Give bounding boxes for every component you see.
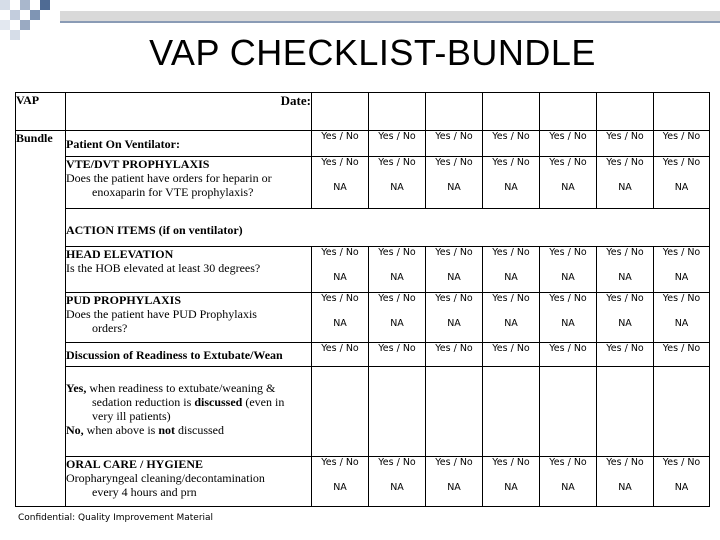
blank-cell: [654, 367, 710, 457]
vte-title: VTE/DVT PROPHYLAXIS: [66, 157, 210, 171]
extubate-explanation: [66, 367, 312, 457]
yes-no-na-cell[interactable]: [654, 157, 710, 209]
yes-no-option[interactable]: Yes / No: [321, 293, 359, 304]
yes-no-cell[interactable]: [426, 343, 483, 367]
yes-no-na-cell[interactable]: [597, 293, 654, 343]
yes-no-na-cell[interactable]: [369, 293, 426, 343]
oral-care-line: Oropharyngeal cleaning/decontamination: [66, 471, 265, 485]
yes-no-na-cell[interactable]: [483, 293, 540, 343]
extubate-label: Discussion of Readiness to Extubate/Wean: [66, 343, 312, 367]
yes-no-na-cell[interactable]: [597, 247, 654, 293]
yes-no-na-cell[interactable]: [483, 157, 540, 209]
date-cell[interactable]: [426, 93, 483, 131]
yes-no-option[interactable]: Yes / No: [435, 157, 473, 168]
yes-no-option[interactable]: Yes / No: [321, 131, 359, 142]
yes-no-option[interactable]: Yes / No: [549, 457, 587, 468]
yes-no-na-cell[interactable]: [312, 247, 369, 293]
na-option[interactable]: NA: [561, 318, 575, 329]
yes-no-cell[interactable]: [540, 131, 597, 157]
yes-no-option[interactable]: Yes / No: [378, 343, 416, 354]
vap-checklist-table: [15, 92, 710, 507]
yes-no-na-cell[interactable]: [597, 157, 654, 209]
yes-no-option[interactable]: Yes / No: [549, 293, 587, 304]
yes-no-option[interactable]: Yes / No: [435, 131, 473, 142]
pud-question: Does the patient have PUD Prophylaxis: [66, 307, 257, 321]
blank-cell: [426, 367, 483, 457]
na-option[interactable]: NA: [504, 272, 518, 283]
hob-row: [16, 247, 710, 293]
yes-no-na-cell[interactable]: [369, 247, 426, 293]
na-option[interactable]: NA: [504, 318, 518, 329]
date-cell[interactable]: [540, 93, 597, 131]
na-option[interactable]: NA: [447, 182, 461, 193]
na-option[interactable]: NA: [447, 482, 461, 493]
yes-explanation-cont: [66, 395, 311, 409]
date-row: [16, 93, 710, 131]
yes-no-option[interactable]: Yes / No: [492, 457, 530, 468]
yes-no-na-cell[interactable]: [654, 457, 710, 507]
na-option[interactable]: NA: [333, 482, 347, 493]
yes-no-option[interactable]: Yes / No: [492, 293, 530, 304]
yes-no-na-cell[interactable]: [654, 247, 710, 293]
yes-no-option[interactable]: Yes / No: [435, 293, 473, 304]
na-option[interactable]: NA: [674, 318, 689, 329]
na-option[interactable]: NA: [390, 318, 404, 329]
yes-no-option[interactable]: Yes / No: [549, 247, 587, 258]
yes-no-option[interactable]: Yes / No: [321, 343, 359, 354]
yes-no-na-cell[interactable]: [654, 293, 710, 343]
bundle-label: Bundle: [16, 131, 66, 507]
yes-no-cell[interactable]: [312, 343, 369, 367]
date-cell[interactable]: [597, 93, 654, 131]
yes-no-cell[interactable]: [654, 343, 710, 367]
yes-no-na-cell[interactable]: [483, 457, 540, 507]
extubate-row: [16, 343, 710, 367]
na-option[interactable]: NA: [618, 482, 632, 493]
yes-no-option[interactable]: Yes / No: [606, 293, 644, 304]
action-items-row: [16, 209, 710, 247]
yes-no-option[interactable]: Yes / No: [378, 457, 416, 468]
na-option[interactable]: NA: [561, 182, 575, 193]
yes-no-na-cell[interactable]: [426, 247, 483, 293]
hob-title: HEAD ELEVATION: [66, 247, 174, 261]
na-option[interactable]: NA: [618, 318, 632, 329]
discussed-word: discussed: [194, 395, 243, 409]
pud-question-cont: orders?: [92, 321, 128, 335]
yes-no-na-cell[interactable]: [426, 457, 483, 507]
yes-no-option[interactable]: Yes / No: [492, 157, 530, 168]
yes-no-option[interactable]: Yes / No: [606, 343, 644, 354]
oral-care-row: [16, 457, 710, 507]
vte-label: [66, 157, 312, 209]
yes-no-option[interactable]: Yes / No: [606, 247, 644, 258]
yes-no-cell[interactable]: [540, 343, 597, 367]
yes-no-option[interactable]: Yes / No: [378, 247, 416, 258]
oral-care-label: [66, 457, 312, 507]
not-word: not: [158, 423, 175, 437]
yes-no-option[interactable]: Yes / No: [435, 247, 473, 258]
vap-label: VAP: [16, 93, 66, 131]
na-option[interactable]: NA: [504, 482, 518, 493]
yes-no-na-cell[interactable]: [312, 157, 369, 209]
vte-row: [16, 157, 710, 209]
yes-no-na-cell[interactable]: [369, 457, 426, 507]
yes-no-na-cell[interactable]: [426, 293, 483, 343]
yes-no-option[interactable]: Yes / No: [662, 131, 701, 142]
date-cell[interactable]: [654, 93, 710, 131]
na-option[interactable]: NA: [447, 318, 461, 329]
yes-no-option[interactable]: Yes / No: [549, 157, 587, 168]
date-label: Date:: [66, 93, 312, 131]
yes-no-cell[interactable]: [654, 131, 710, 157]
yes-no-option[interactable]: Yes / No: [492, 247, 530, 258]
date-cell[interactable]: [369, 93, 426, 131]
yes-no-cell[interactable]: [483, 343, 540, 367]
yes-no-na-cell[interactable]: [597, 457, 654, 507]
yes-no-option[interactable]: Yes / No: [378, 131, 416, 142]
vte-question: Does the patient have orders for heparin or: [66, 171, 272, 185]
yes-no-option[interactable]: Yes / No: [321, 457, 359, 468]
hob-label: [66, 247, 312, 293]
yes-no-option[interactable]: Yes / No: [662, 293, 701, 304]
no-explanation: [66, 423, 311, 437]
na-option[interactable]: NA: [390, 272, 404, 283]
action-items-header: ACTION ITEMS (if on ventilator): [66, 209, 710, 247]
yes-no-cell[interactable]: [597, 131, 654, 157]
na-option[interactable]: NA: [390, 182, 404, 193]
yes-no-na-cell[interactable]: [540, 293, 597, 343]
ventilator-label: Patient On Ventilator:: [66, 131, 312, 157]
hob-question: Is the HOB elevated at least 30 degrees?: [66, 261, 261, 275]
yes-no-option[interactable]: Yes / No: [378, 293, 416, 304]
yes-no-na-cell[interactable]: [426, 157, 483, 209]
yes-no-option[interactable]: Yes / No: [435, 457, 473, 468]
yes-text-1: when readiness to extubate/weaning &: [86, 381, 276, 395]
yes-no-na-cell[interactable]: [483, 247, 540, 293]
yes-no-cell[interactable]: [312, 131, 369, 157]
yes-no-option[interactable]: Yes / No: [321, 157, 359, 168]
pud-title: PUD PROPHYLAXIS: [66, 293, 182, 307]
na-option[interactable]: NA: [618, 182, 632, 193]
yes-explanation: [66, 381, 311, 395]
yes-no-option[interactable]: Yes / No: [606, 157, 644, 168]
yes-no-cell[interactable]: [597, 343, 654, 367]
yes-no-na-cell[interactable]: [369, 157, 426, 209]
na-option[interactable]: NA: [674, 182, 689, 193]
yes-explanation-cont-2: very ill patients): [92, 409, 171, 423]
yes-no-cell[interactable]: [369, 343, 426, 367]
yes-no-na-cell[interactable]: [312, 457, 369, 507]
confidential-footer: Confidential: Quality Improvement Material: [18, 513, 214, 523]
na-option[interactable]: NA: [504, 182, 518, 193]
yes-no-option[interactable]: Yes / No: [606, 457, 644, 468]
na-option[interactable]: NA: [390, 482, 404, 493]
yes-no-na-cell[interactable]: [312, 293, 369, 343]
yes-no-na-cell[interactable]: [540, 157, 597, 209]
yes-no-option[interactable]: Yes / No: [662, 457, 701, 468]
na-option[interactable]: NA: [447, 272, 461, 283]
pud-label: [66, 293, 312, 343]
date-cell[interactable]: [483, 93, 540, 131]
yes-no-option[interactable]: Yes / No: [549, 343, 587, 354]
vte-question-cont: enoxaparin for VTE prophylaxis?: [92, 185, 254, 199]
blank-cell: [540, 367, 597, 457]
na-option[interactable]: NA: [674, 272, 689, 283]
blank-cell: [483, 367, 540, 457]
no-text-a: when above is: [83, 423, 159, 437]
yes-no-option[interactable]: Yes / No: [662, 343, 701, 354]
na-option[interactable]: NA: [674, 482, 689, 493]
yes-no-option[interactable]: Yes / No: [378, 157, 416, 168]
yes-no-na-cell[interactable]: [540, 247, 597, 293]
date-cell[interactable]: [312, 93, 369, 131]
na-option[interactable]: NA: [333, 272, 347, 283]
page-title: VAP CHECKLIST-BUNDLE: [149, 32, 596, 73]
yes-no-option[interactable]: Yes / No: [492, 131, 530, 142]
extubate-explanation-row: [16, 367, 710, 457]
yes-no-option[interactable]: Yes / No: [662, 247, 701, 258]
yes-no-option[interactable]: Yes / No: [321, 247, 359, 258]
yes-no-option[interactable]: Yes / No: [492, 343, 530, 354]
oral-care-line-cont: every 4 hours and prn: [92, 485, 197, 499]
yes-no-option[interactable]: Yes / No: [435, 343, 473, 354]
yes-text-2b: (even in: [242, 395, 285, 409]
blank-cell: [312, 367, 369, 457]
pud-row: [16, 293, 710, 343]
na-option[interactable]: NA: [618, 272, 632, 283]
no-word: No,: [66, 423, 84, 437]
na-option[interactable]: NA: [561, 482, 575, 493]
yes-no-cell[interactable]: [369, 131, 426, 157]
na-option[interactable]: NA: [333, 318, 347, 329]
ventilator-row: [16, 131, 710, 157]
na-option[interactable]: NA: [561, 272, 575, 283]
yes-no-na-cell[interactable]: [540, 457, 597, 507]
yes-no-option[interactable]: Yes / No: [606, 131, 644, 142]
blank-cell: [369, 367, 426, 457]
yes-no-option[interactable]: Yes / No: [662, 157, 701, 168]
yes-no-cell[interactable]: [426, 131, 483, 157]
blank-cell: [597, 367, 654, 457]
no-text-b: discussed: [175, 423, 224, 437]
na-option[interactable]: NA: [333, 182, 347, 193]
yes-no-cell[interactable]: [483, 131, 540, 157]
yes-word: Yes,: [66, 381, 87, 395]
oral-care-title: ORAL CARE / HYGIENE: [66, 457, 204, 471]
yes-text-2a: sedation reduction is: [92, 395, 195, 409]
yes-no-option[interactable]: Yes / No: [549, 131, 587, 142]
